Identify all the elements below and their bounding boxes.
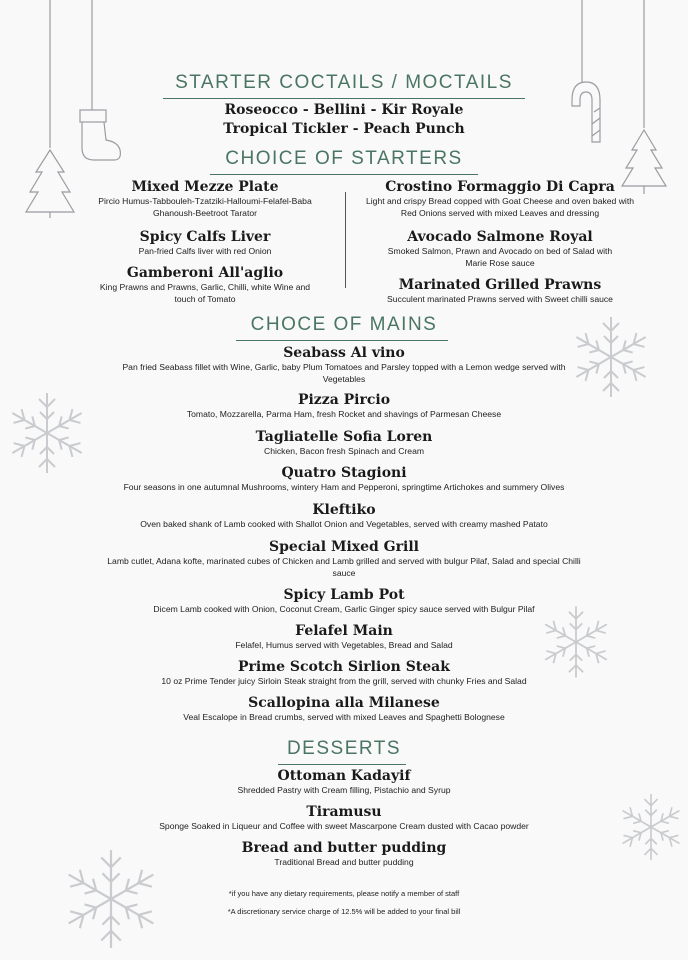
starter-name: Avocado Salmone Royal [407, 229, 593, 245]
starters-right-column [360, 179, 640, 219]
main-item [60, 695, 628, 724]
dessert-description: Sponge Soaked in Liqueur and Coffee with sweet Mascarpone Cream dusted with Cacao powder [159, 821, 529, 831]
dessert-item [60, 768, 628, 797]
heading-underline [163, 98, 525, 99]
starter-item [360, 277, 640, 306]
dietary-note: *if you have any dietary requirements, please notify a member of staff [228, 889, 460, 898]
mains-heading: CHOCE OF MAINS [250, 314, 438, 335]
main-name: Pizza Pircio [297, 392, 391, 408]
starter-description: Smoked Salmon, Prawn and Avocado on bed of Salad with Marie Rose sauce [387, 246, 613, 268]
main-description: Pan fried Seabass fillet with Wine, Garlic, baby Plum Tomatoes and Parsley topped with a Lemon wedge served with Vegetables [122, 362, 566, 384]
starter-name: Crostino Formaggio Di Capra [385, 179, 615, 195]
main-item [60, 659, 628, 688]
main-name: Felafel Main [295, 623, 393, 639]
main-name: Spicy Lamb Pot [283, 587, 405, 603]
starter-item [80, 265, 330, 305]
main-description: Felafel, Humus served with Vegetables, Bread and Salad [235, 640, 453, 650]
main-item [60, 623, 628, 652]
cocktails-heading: STARTER COCTAILS / MOCTAILS [175, 72, 513, 93]
starter-name: Spicy Calfs Liver [139, 229, 271, 245]
christmas-tree-icon [614, 0, 674, 200]
main-item [60, 465, 628, 494]
starters-left-column [80, 179, 330, 219]
dessert-item [60, 840, 628, 869]
heading-underline [210, 174, 478, 175]
starter-description: Succulent marinated Prawns served with Sweet chilli sauce [387, 294, 613, 304]
main-item [60, 539, 628, 579]
main-name: Kleftiko [312, 502, 376, 518]
main-description: Tomato, Mozzarella, Parma Ham, fresh Rocket and shavings of Parmesan Cheese [186, 409, 502, 419]
starter-description: Pircio Humus-Tabbouleh-Tzatziki-Halloumi-Felafel-Baba Ghanoush-Beetroot Tarator [98, 196, 312, 218]
main-name: Scallopina alla Milanese [248, 695, 440, 711]
starter-description: Light and crispy Bread copped with Goat Cheese and oven baked with Red Onions served with mixed Leaves and dressing [365, 196, 634, 218]
starter-name: Gamberoni All'aglio [126, 265, 284, 281]
main-description: Four seasons in one autumnal Mushrooms, wintery Ham and Pepperoni, springtime Artichokes and summery Olives [123, 482, 565, 492]
dessert-description: Shredded Pastry with Cream filling, Pistachio and Syrup [237, 785, 451, 795]
main-item [60, 587, 628, 616]
dessert-description: Traditional Bread and butter pudding [274, 857, 414, 867]
service-charge-note: *A discretionary service charge of 12.5% will be added to your final bill [227, 907, 461, 916]
dessert-name: Bread and butter pudding [241, 840, 447, 856]
starter-name: Marinated Grilled Prawns [398, 277, 602, 293]
starter-name: Mixed Mezze Plate [131, 179, 279, 195]
starters-heading: CHOICE OF STARTERS [225, 148, 463, 169]
main-item [60, 345, 628, 385]
starter-item [80, 229, 330, 258]
cocktail-list-line-2: Tropical Tickler - Peach Punch [223, 121, 465, 137]
cocktail-list-line-1: Roseocco - Bellini - Kir Royale [224, 102, 464, 118]
main-item [60, 502, 628, 531]
main-name: Quatro Stagioni [281, 465, 407, 481]
main-description: Dicem Lamb cooked with Onion, Coconut Cream, Garlic Ginger spicy sauce served with Bulgur Pilaf [153, 604, 535, 614]
main-description: 10 oz Prime Tender juicy Sirloin Steak straight from the grill, served with chunky Fries and Salad [161, 676, 527, 686]
main-description: Chicken, Bacon fresh Spinach and Cream [263, 446, 425, 456]
main-item [60, 392, 628, 421]
desserts-heading: DESSERTS [286, 738, 402, 759]
dessert-name: Ottoman Kadayif [277, 768, 411, 784]
starter-description: Pan-fried Calfs liver with red Onion [138, 246, 272, 256]
main-description: Veal Escalope in Bread crumbs, served with mixed Leaves and Spaghetti Bolognese [183, 712, 505, 722]
main-name: Seabass Al vino [283, 345, 405, 361]
heading-underline [236, 340, 448, 341]
main-name: Prime Scotch Sirlion Steak [238, 659, 450, 675]
main-description: Oven baked shank of Lamb cooked with Shallot Onion and Vegetables, served with creamy mashed Patato [140, 519, 548, 529]
starter-item [360, 229, 640, 269]
main-name: Tagliatelle Sofia Loren [255, 429, 433, 445]
dessert-item [60, 804, 628, 833]
heading-underline [278, 764, 406, 765]
main-description: Lamb cutlet, Adana kofte, marinated cubes of Chicken and Lamb grilled and served with bulgur Pilaf, Salad and special Chilli sauce [107, 556, 581, 578]
dessert-name: Tiramusu [306, 804, 382, 820]
main-name: Special Mixed Grill [269, 539, 419, 555]
column-divider [345, 192, 346, 288]
starter-description: King Prawns and Prawns, Garlic, Chilli, white Wine and touch of Tomato [99, 282, 311, 304]
main-item [60, 429, 628, 458]
